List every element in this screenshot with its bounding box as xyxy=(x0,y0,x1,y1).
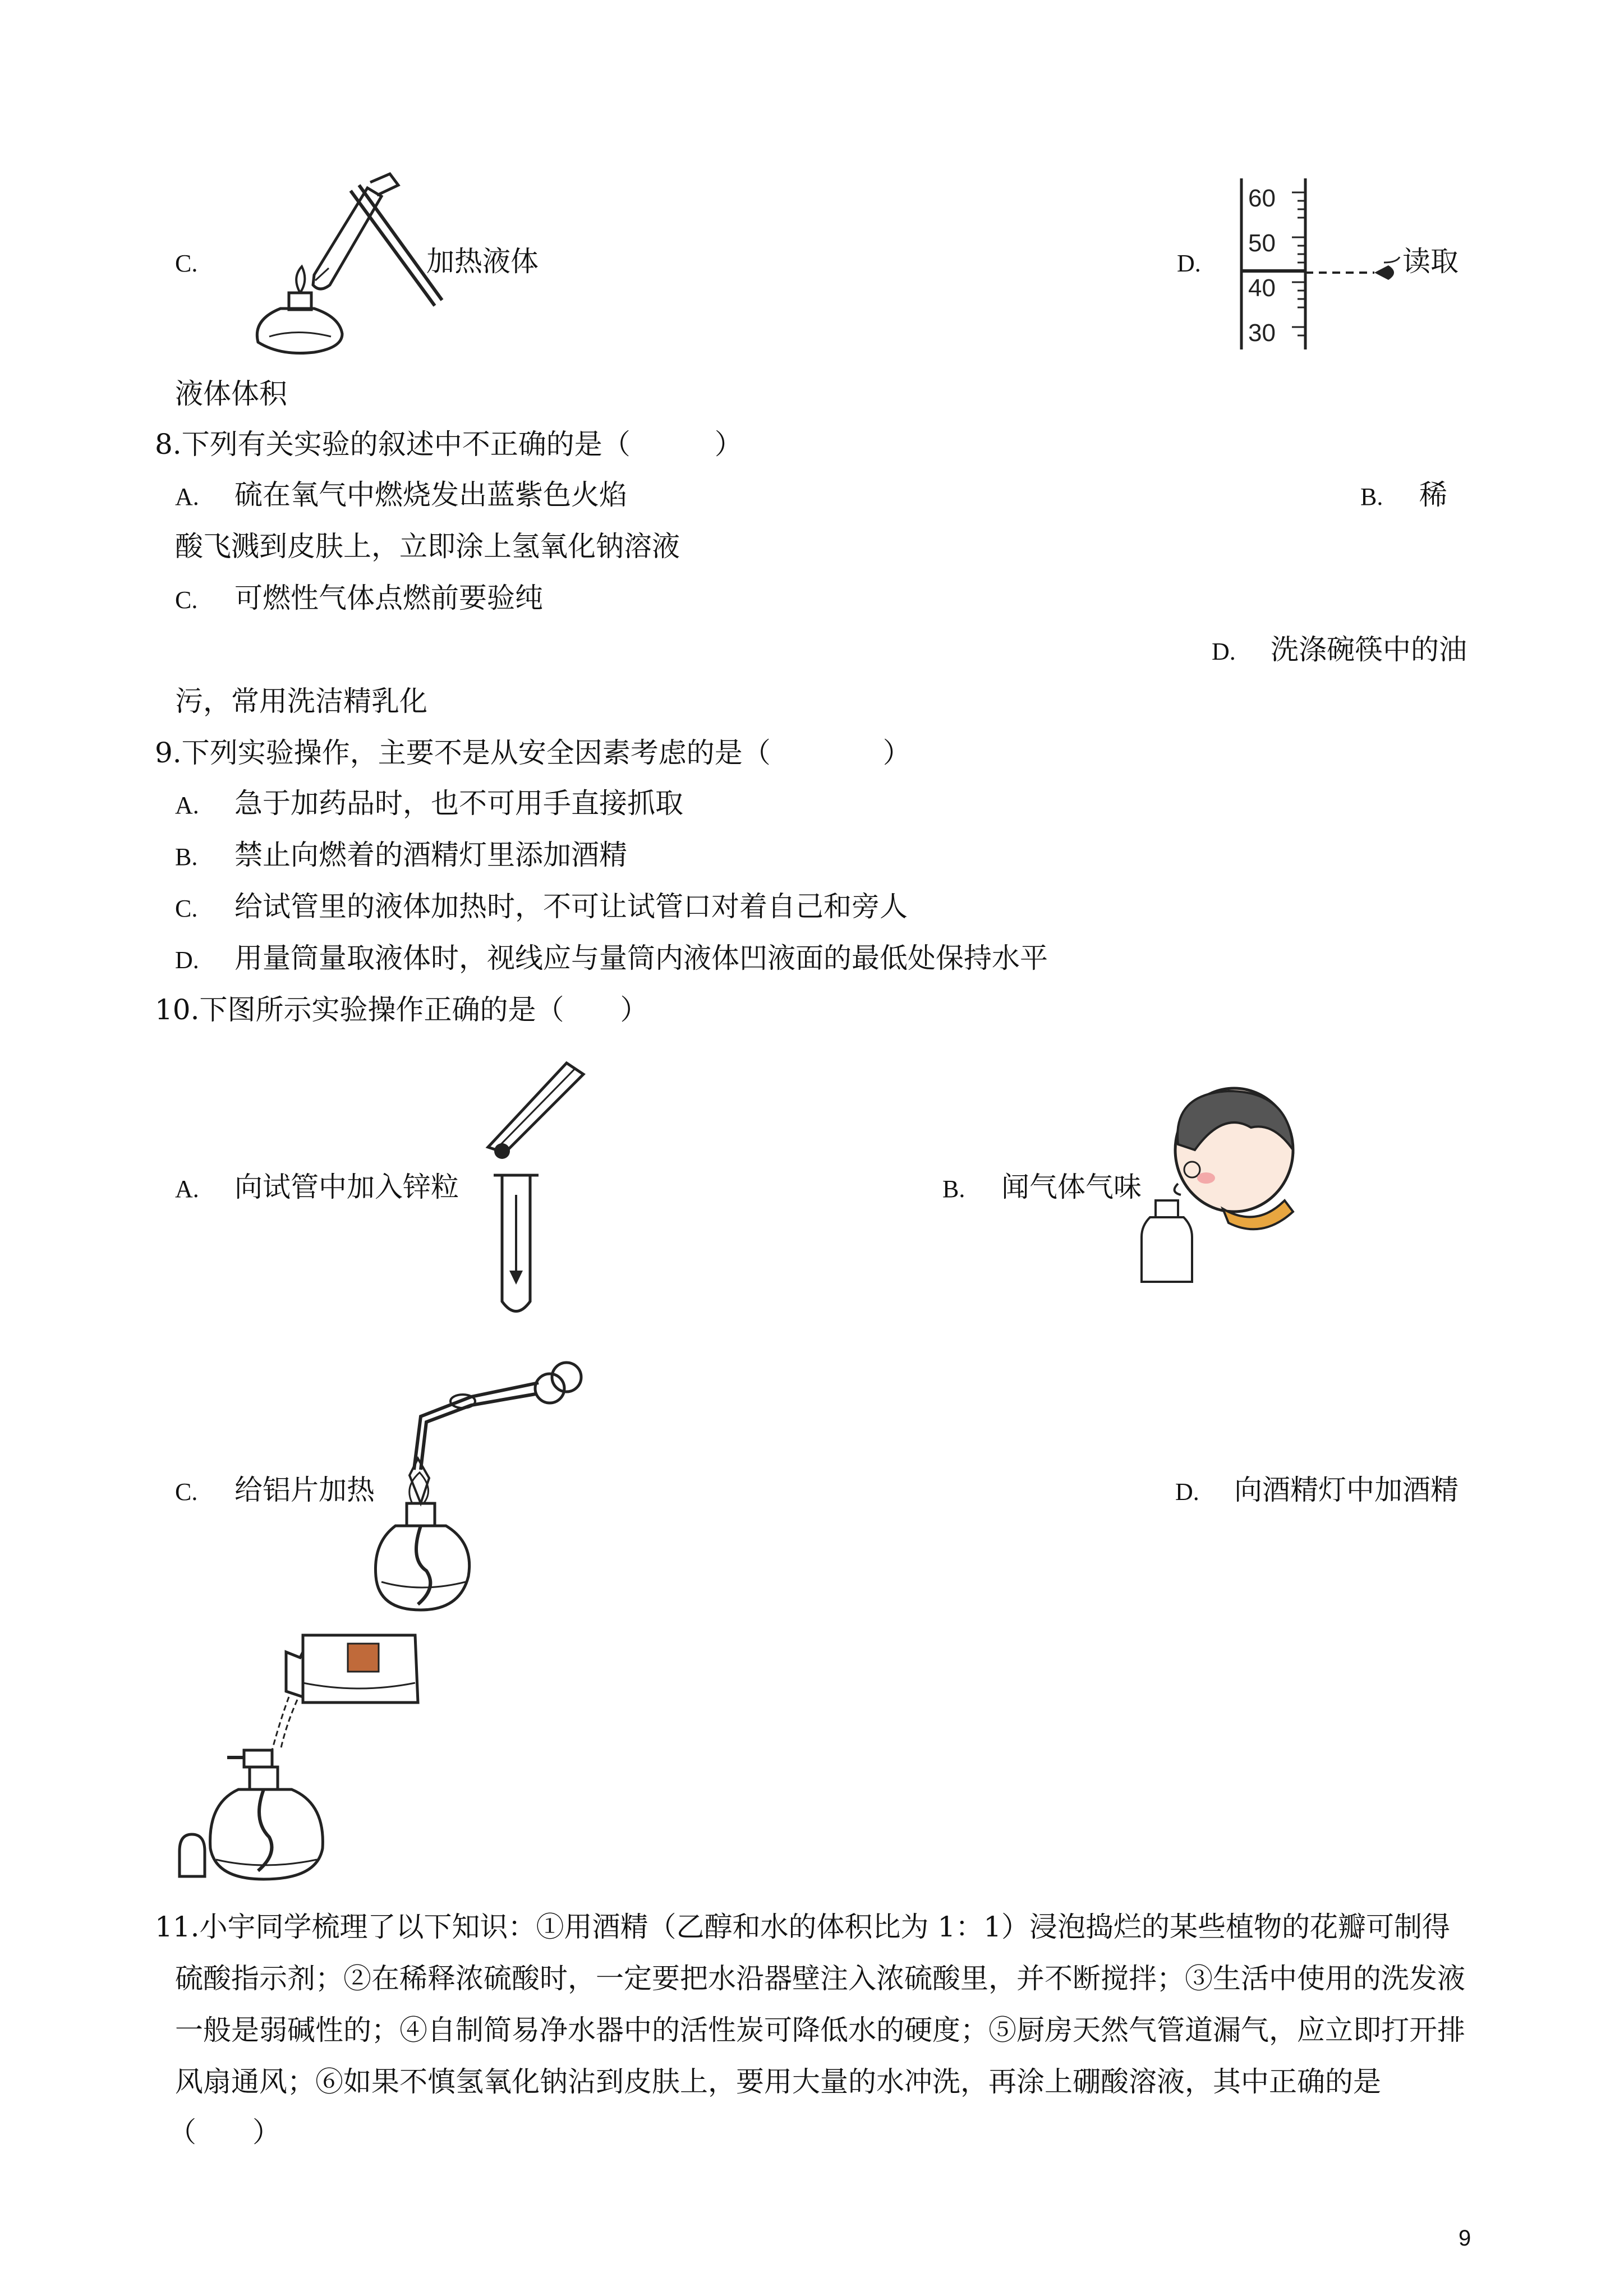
q7-c-text: 加热液体 xyxy=(426,245,539,278)
q7-d-continuation: 液体体积 xyxy=(175,378,287,410)
q9-c-text: 给试管里的液体加热时，不可让试管口对着自己和旁人 xyxy=(234,890,908,923)
q8-b-continuation: 酸飞溅到皮肤上，立即涂上氢氧化钠溶液 xyxy=(175,530,680,563)
adding-alcohol-to-lamp-figure xyxy=(174,1630,432,1888)
q7-d-text: 读取 xyxy=(1402,245,1459,278)
q8-d-letter: D. xyxy=(1212,638,1236,665)
q7-d-letter: D. xyxy=(1177,250,1201,277)
q10-b-text: 闻气体气味 xyxy=(1001,1171,1142,1203)
q9-stem: 9.下列实验操作，主要不是从安全因素考虑的是（ ） xyxy=(155,737,911,769)
tick-label-50: 50 xyxy=(1248,229,1276,257)
smell-gas-figure xyxy=(1139,1088,1307,1301)
heating-aluminum-figure xyxy=(376,1358,583,1627)
q10-stem: 10.下图所示实验操作正确的是（ ） xyxy=(155,993,648,1026)
q10-c-letter: C. xyxy=(175,1478,198,1506)
q10-c-text: 给铝片加热 xyxy=(234,1474,375,1506)
q8-b-text: 稀 xyxy=(1419,478,1447,511)
heating-liquid-figure xyxy=(230,168,443,359)
q9-d-text: 用量筒量取液体时，视线应与量筒内液体凹液面的最低处保持水平 xyxy=(234,942,1048,974)
q10-a-letter: A. xyxy=(175,1175,199,1203)
q8-d-continuation: 污，常用洗洁精乳化 xyxy=(175,685,427,717)
q8-b-letter: B. xyxy=(1360,483,1383,510)
q8-a-text: 硫在氧气中燃烧发出蓝紫色火焰 xyxy=(234,478,627,511)
q11-line-1: 11.小宇同学梳理了以下知识：①用酒精（乙醇和水的体积比为 1：1）浸泡捣烂的某些植物的花瓣可制得 xyxy=(155,1911,1451,1943)
q8-stem: 8.下列有关实验的叙述中不正确的是（ ） xyxy=(155,428,743,461)
q8-c-letter: C. xyxy=(175,586,198,614)
q10-a-text: 向试管中加入锌粒 xyxy=(234,1171,459,1203)
q8-a-letter: A. xyxy=(175,483,199,510)
zinc-into-test-tube-figure xyxy=(449,1055,595,1324)
q8-d-text: 洗涤碗筷中的油 xyxy=(1271,633,1467,666)
q10-d-letter: D. xyxy=(1175,1478,1199,1506)
q11-line-2: 硫酸指示剂；②在稀释浓硫酸时，一定要把水沿器壁注入浓硫酸里，并不断搅拌；③生活中使用的洗发液 xyxy=(175,1962,1465,1995)
page-number: 9 xyxy=(1459,2226,1471,2251)
graduated-cylinder-figure xyxy=(1231,178,1422,352)
tick-label-30: 30 xyxy=(1248,319,1276,347)
q10-d-text: 向酒精灯中加酒精 xyxy=(1234,1474,1459,1506)
q10-b-letter: B. xyxy=(942,1175,965,1203)
q9-a-letter: A. xyxy=(175,792,199,819)
q9-d-letter: D. xyxy=(175,946,199,974)
tick-label-60: 60 xyxy=(1248,185,1276,212)
q7-c-letter: C. xyxy=(175,250,198,277)
q11-line-3: 一般是弱碱性的；④自制简易净水器中的活性炭可降低水的硬度；⑤厨房天然气管道漏气，应立即打开排 xyxy=(175,2014,1465,2046)
q8-c-text: 可燃性气体点燃前要验纯 xyxy=(234,582,543,614)
q11-line-4: 风扇通风；⑥如果不慎氢氧化钠沾到皮肤上，要用大量的水冲洗，再涂上硼酸溶液，其中正确的是 xyxy=(175,2065,1381,2098)
tick-label-40: 40 xyxy=(1248,274,1276,302)
q9-b-text: 禁止向燃着的酒精灯里添加酒精 xyxy=(234,839,627,871)
q9-c-letter: C. xyxy=(175,895,198,922)
q11-line-5: （ ） xyxy=(168,2116,280,2148)
q9-a-text: 急于加药品时，也不可用手直接抓取 xyxy=(234,787,683,820)
q9-b-letter: B. xyxy=(175,843,198,871)
